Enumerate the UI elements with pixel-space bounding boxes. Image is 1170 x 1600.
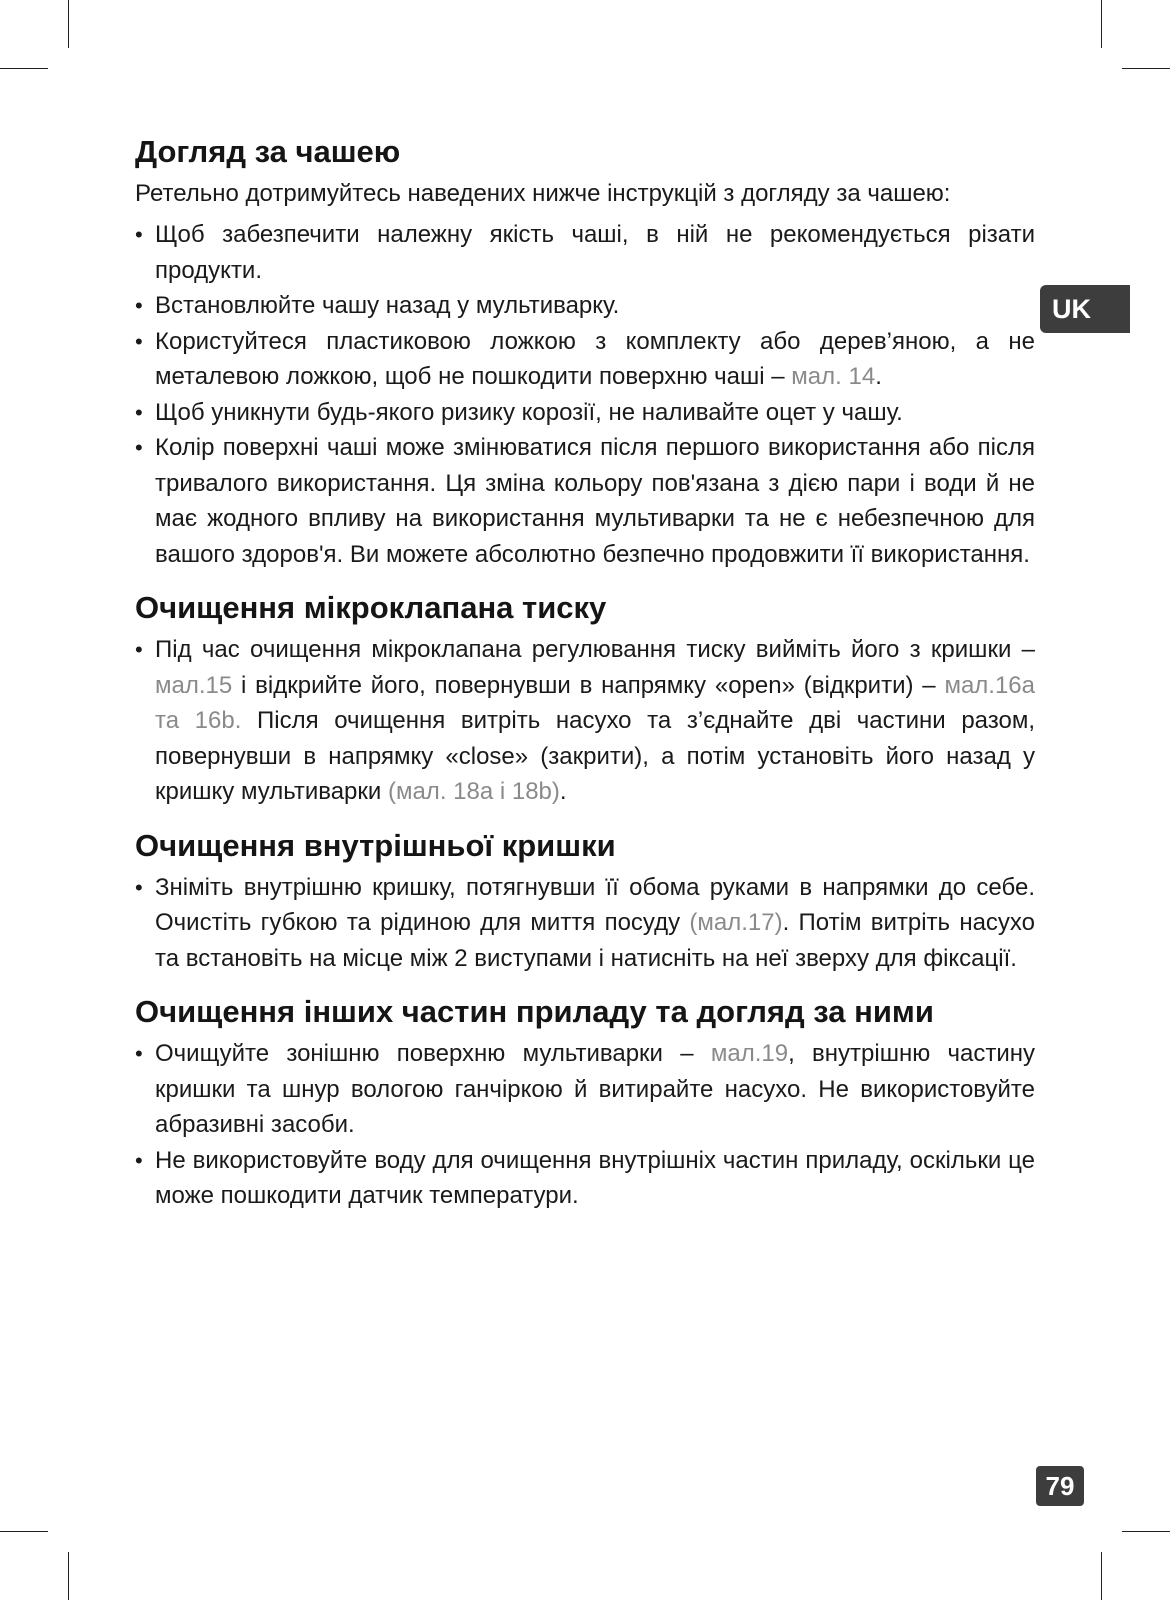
list-item: • Щоб забезпечити належну якість чаші, в ній не рекомендується різати продукти. — [135, 217, 1035, 288]
list-item: • Очищуйте зонішню поверхню мультиварки – мал.19, внутрішню частину кришки та шнур вологою ганчіркою й витирайте насухо. Не використовуйте абразивні засоби. — [135, 1036, 1035, 1143]
section-title: Очищення інших частин приладу та догляд за ними — [135, 994, 934, 1029]
list-item: • Не використовуйте воду для очищення внутрішніх частин приладу, оскільки це може пошкодити датчик температури. — [135, 1143, 1035, 1214]
bullet-list — [135, 1036, 1035, 1214]
figure-reference: (мал. 18a і 18b) — [387, 778, 560, 805]
list-item: • Встановлюйте чашу назад у мультиварку. — [135, 288, 1035, 324]
crop-mark — [0, 68, 48, 69]
figure-reference: мал. 14 — [791, 363, 876, 390]
section-microvalve — [135, 584, 1035, 810]
bullet-list — [135, 870, 1035, 977]
section-title: Догляд за чашею — [135, 134, 401, 169]
figure-reference: мал.16a та 16b. — [155, 671, 1035, 734]
crop-mark — [0, 1531, 48, 1532]
crop-mark — [1122, 68, 1170, 69]
bullet-list — [135, 217, 1035, 572]
list-item: • Під час очищення мікроклапана регулювання тиску вийміть його з кришки – мал.15 і відкрийте його, повернувши в напрямку «open» (відкрити) – мал.16a та 16b. Після очищення витріть насухо та з’єднайте дві частини разом, повернувши в напрямку «close» (закрити), а потім установіть його назад у кришку мультиварки (мал. 18a і 18b). — [135, 632, 1035, 810]
figure-reference: мал.19 — [710, 1040, 789, 1067]
crop-mark — [1101, 1552, 1102, 1600]
crop-mark — [68, 1552, 69, 1600]
page-number: 79 — [1036, 1466, 1084, 1506]
figure-reference: (мал.17) — [689, 909, 783, 936]
language-tab: UK — [1040, 285, 1130, 333]
list-item: • Щоб уникнути будь-якого ризику корозії, не наливайте оцет у чашу. — [135, 395, 1035, 431]
bullet-list — [135, 632, 1035, 810]
section-other-parts — [135, 988, 1035, 1214]
section-title: Очищення мікроклапана тиску — [135, 590, 607, 625]
crop-mark — [68, 0, 69, 48]
figure-reference: мал.15 — [155, 671, 233, 699]
list-item: • Колір поверхні чаші може змінюватися після першого використання або після тривалого використання. Ця зміна кольору пов'язана з дією пари і води й не має жодного впливу на використання мультиварки та не є небезпечною для вашого здоров'я. Ви можете абсолютно безпечно продовжити її використання. — [135, 430, 1035, 572]
document-body — [135, 128, 1035, 1226]
section-bowl-care — [135, 128, 1035, 572]
crop-mark — [1101, 0, 1102, 48]
section-inner-lid — [135, 822, 1035, 977]
list-item: • Зніміть внутрішню кришку, потягнувши її обома руками в напрямки до себе. Очистіть губкою та рідиною для миття посуду (мал.17). Потім витріть насухо та встановіть на місце між 2 виступами і натисніть на неї зверху для фіксації. — [135, 870, 1035, 977]
list-item: • Користуйтеся пластиковою ложкою з комплекту або дерев’яною, а не металевою ложкою, щоб не пошкодити поверхню чаші – мал. 14. — [135, 324, 1035, 395]
section-intro: Ретельно дотримуйтесь наведених нижче інструкцій з догляду за чашею: — [135, 180, 951, 207]
crop-mark — [1122, 1531, 1170, 1532]
section-title: Очищення внутрішньої кришки — [135, 827, 616, 863]
